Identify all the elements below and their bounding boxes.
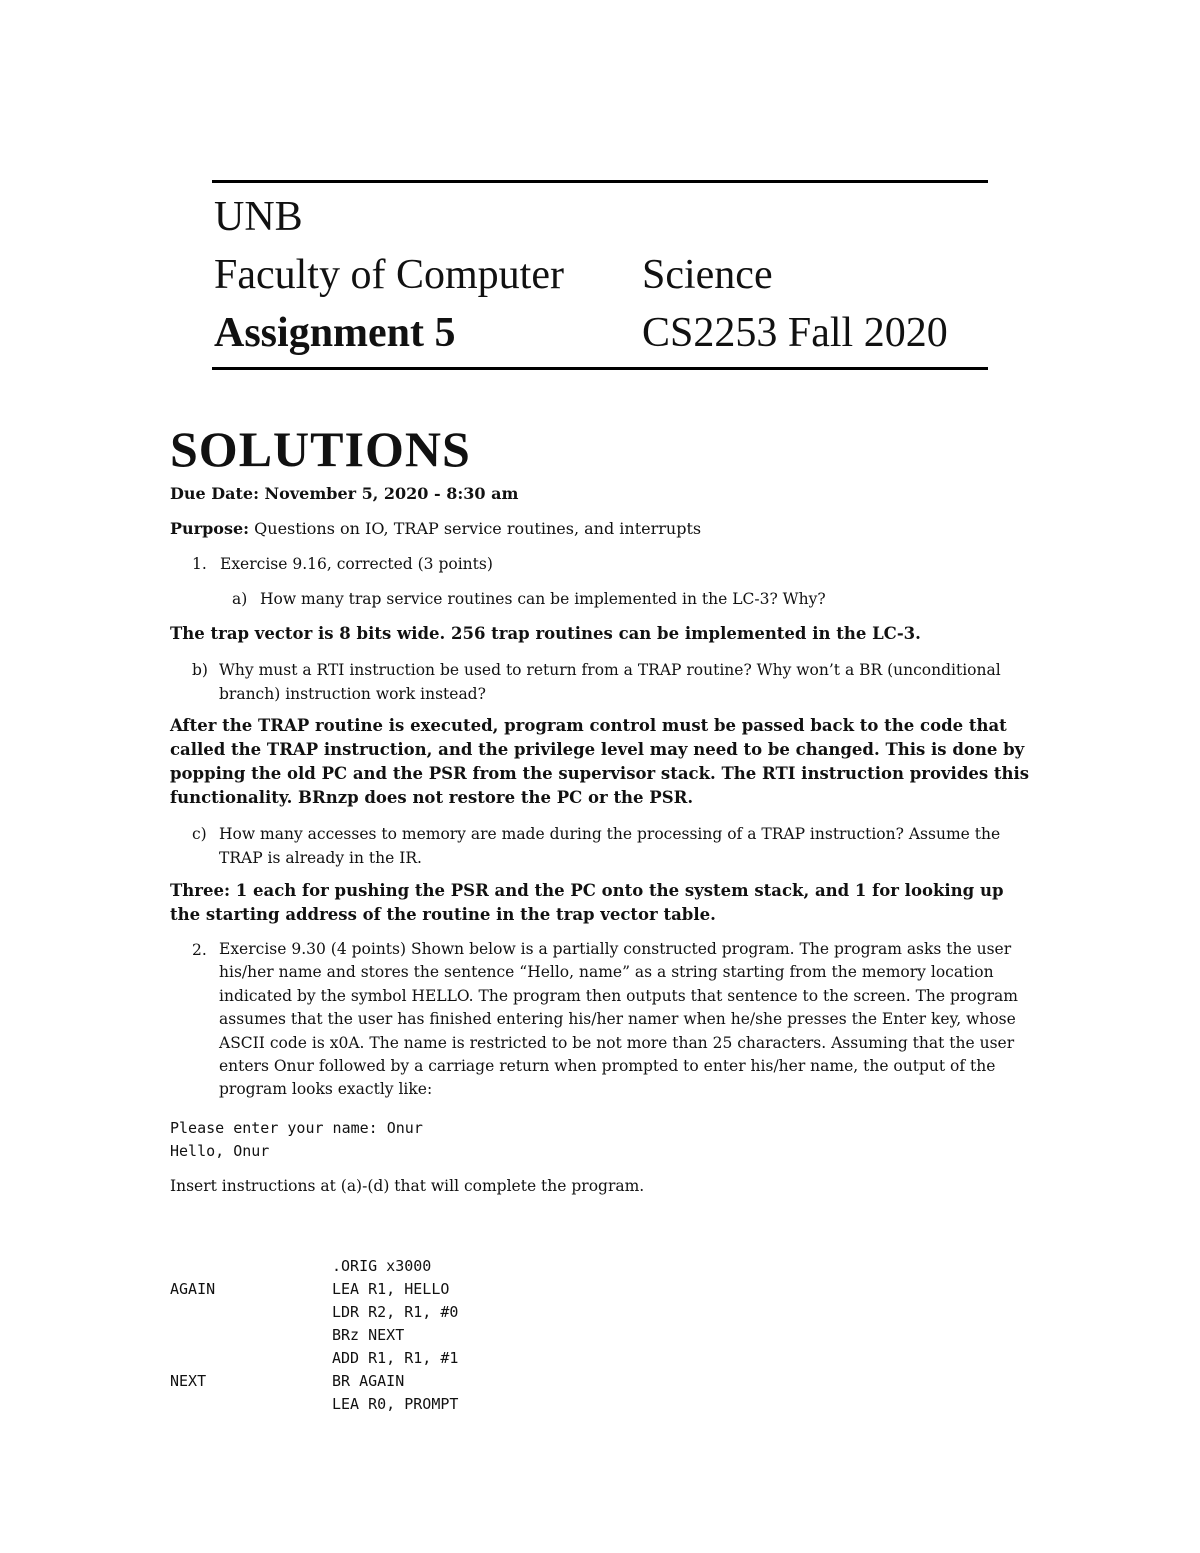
header-institution: UNB [214,194,303,240]
purpose-text: Questions on IO, TRAP service routines, and interrupts [254,519,702,538]
page-title: SOLUTIONS [170,421,471,477]
q1b-label: b) [192,661,208,679]
q1a-label: a) [232,590,248,608]
code-instruction: BR AGAIN [332,1372,405,1390]
code-instruction: LEA R1, HELLO [332,1280,450,1298]
code-instruction: .ORIG x3000 [332,1257,432,1275]
header-bottom-rule [212,367,988,370]
code-label: NEXT [170,1372,207,1390]
q1-number: 1. [192,555,207,573]
q1b-text: Why must a RTI instruction be used to return from a TRAP routine? Why won’t a BR (unconditional branch) instruction work instead? [219,661,1001,703]
header-faculty-science: Science [642,252,773,298]
code-listing [170,1209,770,1413]
q2-number: 2. [192,941,207,959]
header-course: CS2253 Fall 2020 [642,310,948,356]
q1b-answer: After the TRAP routine is executed, program control must be passed back to the code that called the TRAP instruction, and the privilege level may need to be changed. This is done by popping the old PC and the PSR from the supervisor stack. The RTI instruction provides this functionality. BRnzp does not restore the PC or the PSR. [170,716,1030,807]
q1-text: Exercise 9.16, corrected (3 points) [220,555,493,573]
q2-text: Exercise 9.30 (4 points) Shown below is a partially constructed program. The program asks the user his/her name and stores the sentence “Hello, name” as a string starting from the memory location indicated by the symbol HELLO. The program then outputs that sentence to the screen. The program assumes that the user has finished entering his/her namer when he/she presses the Enter key, whose ASCII code is x0A. The name is restricted to be not more than 25 characters. Assuming that the user enters Onur followed by a carriage return when prompted to enter his/her name, the output of the program looks exactly like: [219,940,1018,1099]
due-date: Due Date: November 5, 2020 - 8:30 am [170,484,519,503]
program-output-line-2: Hello, Onur [170,1142,270,1160]
code-label: AGAIN [170,1280,216,1298]
header-top-rule [212,180,988,183]
q1a-text: How many trap service routines can be implemented in the LC-3? Why? [260,590,826,608]
purpose-line [170,517,701,541]
header-faculty: Faculty of Computer [214,252,564,298]
q1c-label: c) [192,825,207,843]
program-output-line-1: Please enter your name: Onur [170,1119,423,1137]
header-assignment: Assignment 5 [214,310,456,356]
q1a-answer: The trap vector is 8 bits wide. 256 trap routines can be implemented in the LC-3. [170,624,921,643]
q1c-text: How many accesses to memory are made during the processing of a TRAP instruction? Assume the TRAP is already in the IR. [219,825,1001,867]
purpose-label: Purpose: [170,519,250,538]
code-instruction: LDR R2, R1, #0 [332,1303,459,1321]
code-instruction: BRz NEXT [332,1326,405,1344]
insert-instructions-text: Insert instructions at (a)-(d) that will complete the program. [170,1177,645,1195]
q1c-answer: Three: 1 each for pushing the PSR and the PC onto the system stack, and 1 for looking up the starting address of the routine in the trap vector table. [170,881,1004,924]
code-line [170,1209,770,1275]
code-instruction: LEA R0, PROMPT [332,1395,459,1413]
code-instruction: ADD R1, R1, #1 [332,1349,459,1367]
